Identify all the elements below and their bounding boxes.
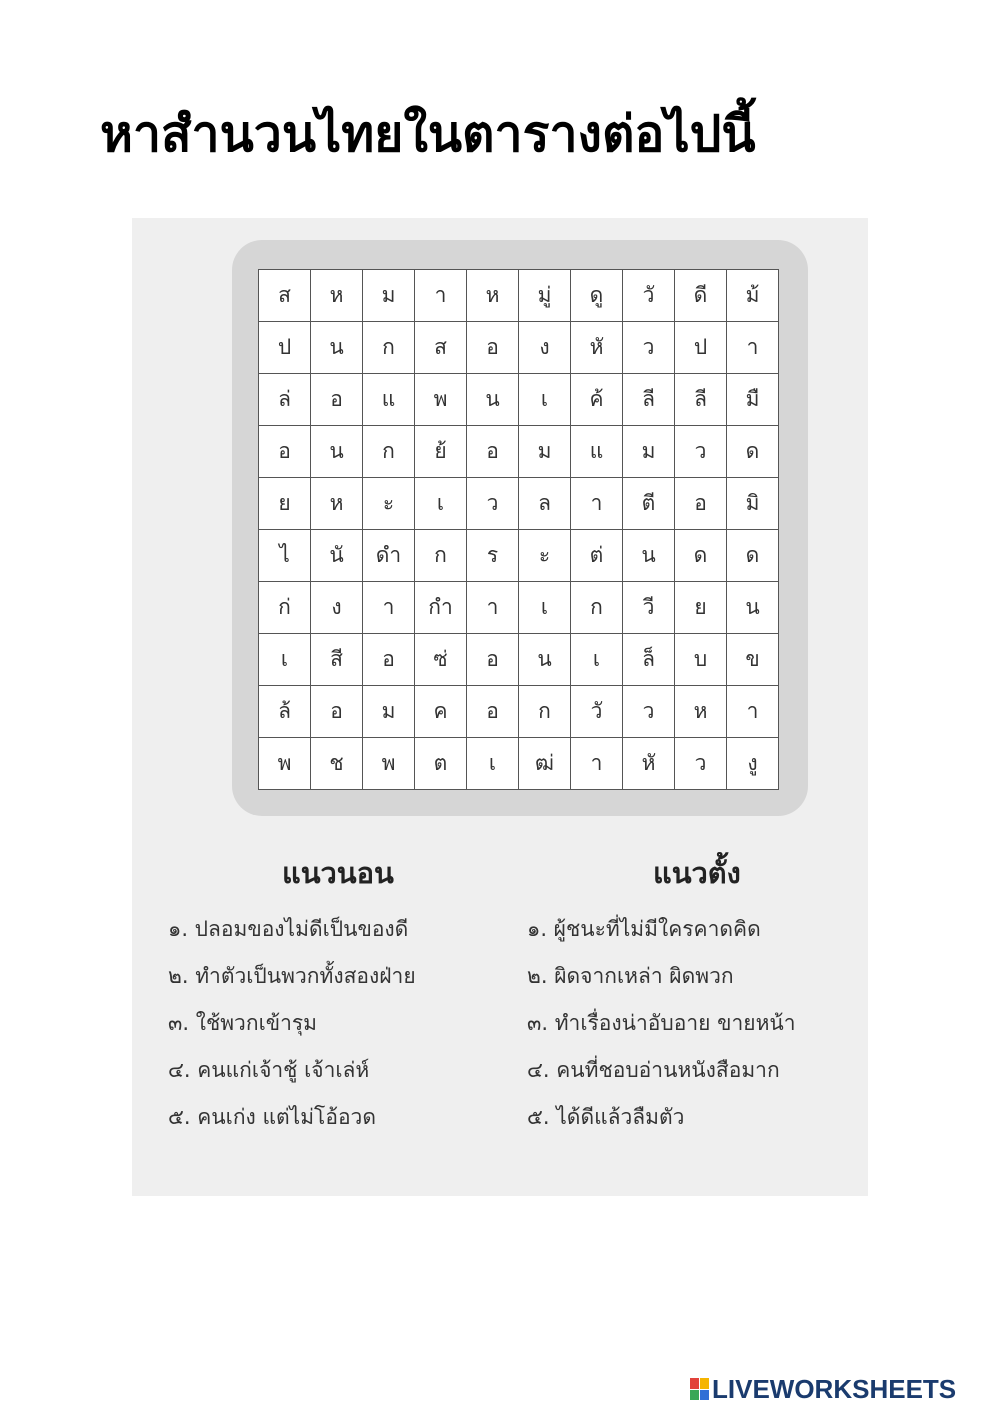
grid-cell[interactable]: นั <box>311 530 363 582</box>
grid-cell[interactable]: า <box>571 738 623 790</box>
grid-cell[interactable]: อ <box>311 374 363 426</box>
grid-cell[interactable]: บ <box>675 634 727 686</box>
grid-cell[interactable]: ไ <box>259 530 311 582</box>
grid-cell[interactable]: ว <box>623 686 675 738</box>
grid-cell[interactable]: ก <box>571 582 623 634</box>
grid-cell[interactable]: กำ <box>415 582 467 634</box>
grid-cell[interactable]: พ <box>259 738 311 790</box>
grid-row <box>259 478 779 530</box>
grid-cell[interactable]: หั <box>623 738 675 790</box>
grid-cell[interactable]: ส <box>415 322 467 374</box>
grid-cell[interactable]: มื <box>727 374 779 426</box>
grid-row <box>259 374 779 426</box>
grid-cell[interactable]: ลี <box>623 374 675 426</box>
grid-cell[interactable]: น <box>623 530 675 582</box>
grid-cell[interactable]: ด <box>675 530 727 582</box>
grid-cell[interactable]: มิ <box>727 478 779 530</box>
grid-row <box>259 270 779 322</box>
grid-cell[interactable]: ดำ <box>363 530 415 582</box>
grid-cell[interactable]: ข <box>727 634 779 686</box>
vertical-clue-4: ๔. คนที่ชอบอ่านหนังสือมาก <box>527 1058 780 1082</box>
grid-cell[interactable]: ป <box>259 322 311 374</box>
grid-cell[interactable]: ล็ <box>623 634 675 686</box>
grid-cell[interactable]: ดู <box>571 270 623 322</box>
grid-cell[interactable]: น <box>311 322 363 374</box>
grid-cell[interactable]: ตี <box>623 478 675 530</box>
grid-cell[interactable]: ร <box>467 530 519 582</box>
grid-cell[interactable]: พ <box>363 738 415 790</box>
liveworksheets-logo[interactable] <box>690 1374 956 1404</box>
grid-cell[interactable]: ว <box>467 478 519 530</box>
grid-cell[interactable]: ล่ <box>259 374 311 426</box>
grid-cell[interactable]: ม <box>623 426 675 478</box>
grid-cell[interactable]: ว <box>675 426 727 478</box>
grid-cell[interactable]: า <box>415 270 467 322</box>
grid-cell[interactable]: ฒ่ <box>519 738 571 790</box>
grid-row <box>259 686 779 738</box>
grid-cell[interactable]: ม <box>363 270 415 322</box>
grid-cell[interactable]: มู่ <box>519 270 571 322</box>
horizontal-clue-4: ๔. คนแก่เจ้าชู้ เจ้าเล่ห์ <box>168 1058 370 1082</box>
grid-cell[interactable]: ม <box>363 686 415 738</box>
grid-cell[interactable]: ล <box>519 478 571 530</box>
grid-cell[interactable]: ห <box>311 270 363 322</box>
grid-cell[interactable]: ย <box>259 478 311 530</box>
grid-cell[interactable]: หั <box>571 322 623 374</box>
grid-cell[interactable]: ช <box>311 738 363 790</box>
vertical-clue-3: ๓. ทำเรื่องน่าอับอาย ขายหน้า <box>527 1011 796 1035</box>
grid-cell[interactable]: วั <box>571 686 623 738</box>
grid-cell[interactable]: ก <box>363 322 415 374</box>
grid-cell[interactable]: ว <box>675 738 727 790</box>
grid-cell[interactable]: น <box>467 374 519 426</box>
grid-cell[interactable]: วั <box>623 270 675 322</box>
grid-cell[interactable]: พ <box>415 374 467 426</box>
page-title: หาสำนวนไทยในตารางต่อไปนี้ <box>100 104 756 163</box>
grid-cell[interactable]: อ <box>467 322 519 374</box>
grid-row <box>259 530 779 582</box>
horizontal-clue-2: ๒. ทำตัวเป็นพวกทั้งสองฝ่าย <box>168 964 416 988</box>
grid-cell[interactable]: า <box>727 686 779 738</box>
grid-cell[interactable]: อ <box>467 686 519 738</box>
grid-cell[interactable]: ย <box>675 582 727 634</box>
grid-cell[interactable]: ง <box>519 322 571 374</box>
grid-cell[interactable]: วี <box>623 582 675 634</box>
grid-cell[interactable]: ต่ <box>571 530 623 582</box>
grid-cell[interactable]: เ <box>467 738 519 790</box>
grid-cell[interactable]: ค้ <box>571 374 623 426</box>
vertical-clue-1: ๑. ผู้ชนะที่ไม่มีใครคาดคิด <box>527 917 761 941</box>
horizontal-clue-3: ๓. ใช้พวกเข้ารุม <box>168 1011 318 1035</box>
grid-cell[interactable]: ก่ <box>259 582 311 634</box>
grid-cell[interactable]: ก <box>519 686 571 738</box>
grid-row <box>259 322 779 374</box>
grid-cell[interactable]: า <box>467 582 519 634</box>
grid-row <box>259 738 779 790</box>
grid-cell[interactable]: อ <box>467 634 519 686</box>
grid-cell[interactable]: ด <box>727 426 779 478</box>
grid-cell[interactable]: ะ <box>519 530 571 582</box>
grid-row <box>259 582 779 634</box>
vertical-heading: แนวตั้ง <box>653 856 741 890</box>
grid-cell[interactable]: า <box>363 582 415 634</box>
grid-cell[interactable]: อ <box>311 686 363 738</box>
grid-cell[interactable]: ก <box>415 530 467 582</box>
grid-row <box>259 634 779 686</box>
grid-cell[interactable]: ดี <box>675 270 727 322</box>
grid-cell[interactable]: ม้ <box>727 270 779 322</box>
grid-cell[interactable]: ต <box>415 738 467 790</box>
grid-cell[interactable]: ว <box>623 322 675 374</box>
grid-cell[interactable]: แ <box>363 374 415 426</box>
grid-cell[interactable]: เ <box>519 582 571 634</box>
grid-cell[interactable]: ค <box>415 686 467 738</box>
grid-cell[interactable]: สี <box>311 634 363 686</box>
grid-cell[interactable]: า <box>727 322 779 374</box>
grid-cell[interactable]: ม <box>519 426 571 478</box>
grid-cell[interactable]: ง <box>311 582 363 634</box>
grid-cell[interactable]: ห <box>675 686 727 738</box>
grid-cell[interactable]: อ <box>363 634 415 686</box>
grid-cell[interactable]: ลี <box>675 374 727 426</box>
grid-cell[interactable]: า <box>571 478 623 530</box>
grid-cell[interactable]: อ <box>467 426 519 478</box>
grid-cell[interactable]: ด <box>727 530 779 582</box>
grid-cell[interactable]: น <box>519 634 571 686</box>
grid-cell[interactable]: อ <box>259 426 311 478</box>
grid-cell[interactable]: เ <box>259 634 311 686</box>
grid-cell[interactable]: แ <box>571 426 623 478</box>
horizontal-clue-5: ๕. คนเก่ง แต่ไม่โอ้อวด <box>168 1105 376 1129</box>
horizontal-heading: แนวนอน <box>282 856 394 890</box>
grid-cell[interactable]: เ <box>415 478 467 530</box>
grid-cell[interactable]: ห <box>467 270 519 322</box>
grid-row <box>259 426 779 478</box>
grid-cell[interactable]: ก <box>363 426 415 478</box>
grid-cell[interactable]: ส <box>259 270 311 322</box>
grid-cell[interactable]: ย้ <box>415 426 467 478</box>
vertical-clue-5: ๕. ได้ดีแล้วลืมตัว <box>527 1105 685 1129</box>
grid-cell[interactable]: ล้ <box>259 686 311 738</box>
grid-cell[interactable]: อ <box>675 478 727 530</box>
grid-cell[interactable]: ห <box>311 478 363 530</box>
vertical-clue-2: ๒. ผิดจากเหล่า ผิดพวก <box>527 964 734 988</box>
grid-cell[interactable]: เ <box>571 634 623 686</box>
liveworksheets-icon <box>690 1378 708 1400</box>
grid-cell[interactable]: ซ่ <box>415 634 467 686</box>
liveworksheets-text: LIVEWORKSHEETS <box>712 1373 957 1404</box>
grid-cell[interactable]: น <box>311 426 363 478</box>
grid-cell[interactable]: เ <box>519 374 571 426</box>
grid-cell[interactable]: งู <box>727 738 779 790</box>
grid-cell[interactable]: ป <box>675 322 727 374</box>
horizontal-clue-1: ๑. ปลอมของไม่ดีเป็นของดี <box>168 917 409 941</box>
grid-cell[interactable]: ะ <box>363 478 415 530</box>
word-search-grid <box>258 269 779 790</box>
grid-cell[interactable]: น <box>727 582 779 634</box>
